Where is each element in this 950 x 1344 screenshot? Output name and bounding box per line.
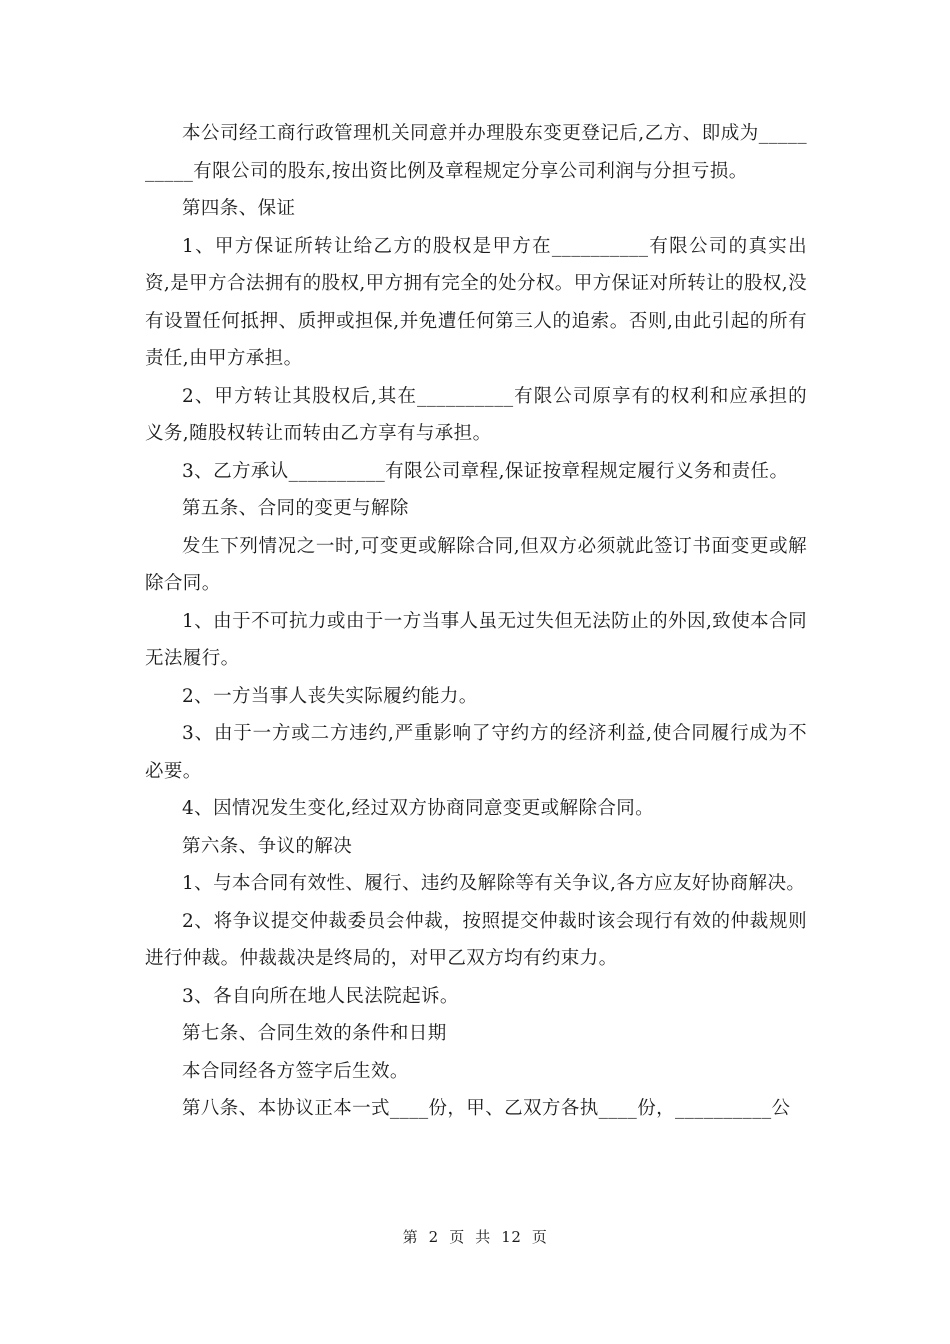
paragraph-dispute-3: 3、各自向所在地人民法院起诉。: [182, 985, 459, 1007]
page-number-footer: 第 2 页 共 12 页: [402, 1228, 548, 1246]
paragraph-guarantee-1: 1、甲方保证所转让给乙方的股权是甲方在__________有限公司的真实出资,是甲方合法拥有的股权,甲方拥有完全的处分权。甲方保证对所转让的股权,没有设置任何抵押、质押或担保,并免遭任何第三人的追索。否则,由此引起的所有责任,由甲方承担。: [145, 235, 807, 369]
paragraph-change-2: 2、一方当事人丧失实际履约能力。: [182, 685, 478, 707]
paragraph-change-3: 3、由于一方或二方违约,严重影响了守约方的经济利益,使合同履行成为不必要。: [145, 723, 807, 782]
paragraph-registration: 本公司经工商行政管理机关同意并办理股东变更登记后,乙方、即成为__________有限公司的股东,按出资比例及章程规定分享公司利润与分担亏损。: [145, 123, 807, 182]
heading-article-7: 第七条、合同生效的条件和日期: [182, 1023, 447, 1044]
paragraph-guarantee-3: 3、乙方承认__________有限公司章程,保证按章程规定履行义务和责任。: [182, 460, 789, 482]
paragraph-change-intro: 发生下列情况之一时,可变更或解除合同,但双方必须就此签订书面变更或解除合同。: [145, 535, 807, 594]
heading-article-6: 第六条、争议的解决: [182, 835, 353, 857]
paragraph-change-1: 1、由于不可抗力或由于一方当事人虽无过失但无法防止的外因,致使本合同无法履行。: [145, 610, 807, 669]
document-body: [145, 115, 807, 1128]
heading-article-4: 第四条、保证: [182, 198, 296, 219]
paragraph-dispute-2: 2、将争议提交仲裁委员会仲裁，按照提交仲裁时该会现行有效的仲裁规则进行仲裁。仲裁裁决是终局的，对甲乙双方均有约束力。: [145, 910, 807, 969]
paragraph-article-8: 第八条、本协议正本一式____份，甲、乙双方各执____份，__________公: [182, 1098, 791, 1119]
paragraph-dispute-1: 1、与本合同有效性、履行、违约及解除等有关争议,各方应友好协商解决。: [182, 873, 806, 894]
heading-article-5: 第五条、合同的变更与解除: [182, 498, 409, 519]
paragraph-change-4: 4、因情况发生变化,经过双方协商同意变更或解除合同。: [182, 798, 655, 819]
paragraph-guarantee-2: 2、甲方转让其股权后,其在__________有限公司原享有的权利和应承担的义务,随股权转让而转由乙方享有与承担。: [145, 385, 807, 444]
paragraph-effective: 本合同经各方签字后生效。: [182, 1060, 409, 1082]
